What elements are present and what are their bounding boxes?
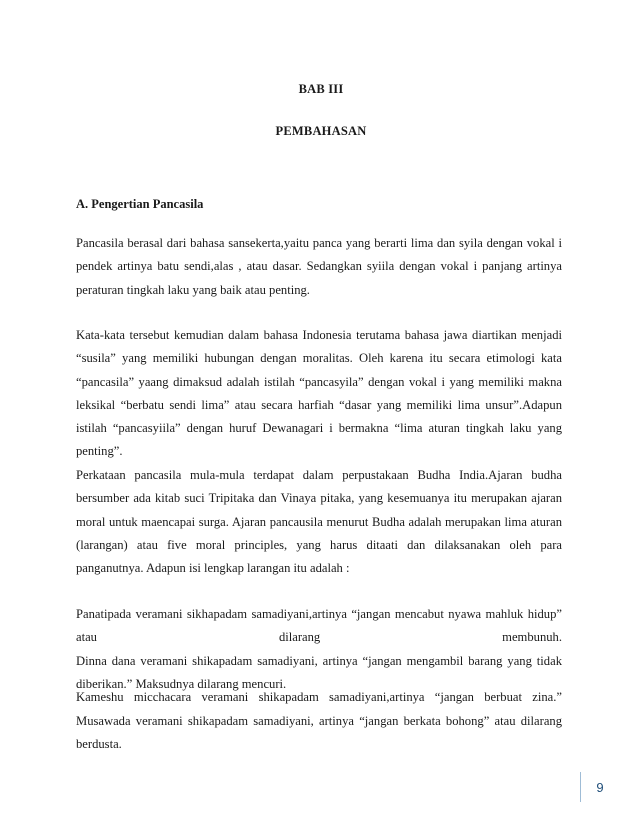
paragraph-origin: Perkataan pancasila mula-mula terdapat dalam perpustakaan Budha India.Ajaran budha bersumber ada kitab suci Tripitaka dan Vinaya pitaka, yang kesemuanya itu merupakan ajaran moral untuk maencapai surga. Ajaran pancausila menurut Budha adalah merupakan lima aturan (larangan) atau five moral principles, yang harus ditaati dan dilaksanakan oleh para panganutnya. Adapun isi lengkap larangan itu adalah :	[76, 468, 562, 576]
list-item-precept-1: Panatipada veramani sikhapadam samadiyani,artinya “jangan mencabut nyawa mahluk hidup” atau dilarang membunuh.	[76, 607, 562, 645]
list-item-precept-3: Kameshu micchacara veramani shikapadam samadiyani,artinya “jangan berbuat zina.”	[76, 690, 562, 704]
section-title: A. Pengertian Pancasila	[76, 197, 204, 211]
list-item-precept-4: Musawada veramani shikapadam samadiyani, artinya “jangan berkata bohong” atau dilarang berdusta.	[76, 714, 562, 752]
page-number: 9	[580, 772, 619, 802]
paragraph-definition: Pancasila berasal dari bahasa sansekerta,yaitu panca yang berarti lima dan syila dengan vokal i pendek artinya batu sendi,alas , atau dasar. Sedangkan syiila dengan vokal i panjang artinya peraturan tingkah laku yang baik atau penting.	[76, 236, 562, 297]
list-item-precept-2: Dinna dana veramani shikapadam samadiyani, artinya “jangan mengambil barang yang tidak diberikan.” Maksudnya dilarang mencuri.	[76, 654, 562, 692]
paragraph-etymology: Kata-kata tersebut kemudian dalam bahasa Indonesia terutama bahasa jawa diartikan menjadi “susila” yang memiliki hubungan dengan moralitas. Oleh karena itu secara etimologi kata “pancasila” yaang dimaksud adalah istilah “pancasyila” dengan vokal i yang memiliki makna leksikal “berbatu sendi lima” atau secara harfiah “dasar yang memiliki lima unsur”.Adapun istilah “pancasyiila” dengan huruf Dewanagari i bermakna “lima aturan tingkah laku yang penting”.	[76, 328, 562, 459]
chapter-heading: BAB III	[298, 82, 344, 96]
page-title: PEMBAHASAN	[275, 124, 367, 138]
